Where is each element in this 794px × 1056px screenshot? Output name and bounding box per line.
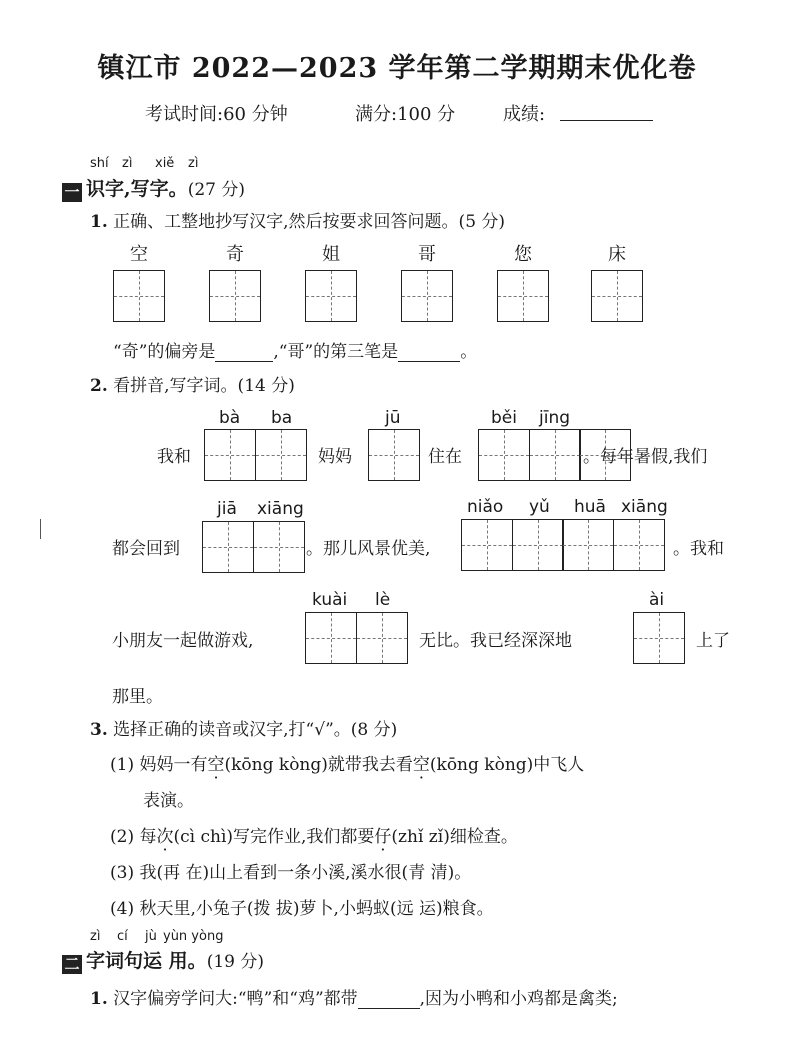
- score-blank[interactable]: [560, 120, 653, 121]
- pinyin-jing: jīng: [539, 408, 571, 428]
- char-label: 姐: [322, 244, 340, 265]
- pinyin-jia: jiā: [217, 499, 237, 519]
- writing-grid-box[interactable]: [497, 270, 549, 322]
- page-title: 镇江市 2022—2023 学年第二学期期末优化卷: [97, 53, 697, 84]
- sec2-pinyin-3: jù: [145, 929, 157, 944]
- sentence-text: 。每年暑假,我们: [583, 447, 708, 467]
- q3-item-3: (3) 我(再 在)山上看到一条小溪,溪水很(青 清)。: [110, 863, 472, 883]
- sentence-text: 都会回到: [112, 539, 180, 559]
- answer-grid-kuaile[interactable]: [305, 612, 406, 664]
- question-2: 2. 看拼音,写字词。(14 分): [90, 376, 295, 396]
- pinyin-le: lè: [375, 590, 391, 610]
- pinyin-yu: yǔ: [529, 497, 550, 517]
- pinyin-ai: ài: [649, 590, 665, 610]
- section-number-icon: 二: [62, 955, 82, 974]
- sentence-text: 无比。我已经深深地: [419, 631, 572, 651]
- score-label: 成绩:: [503, 104, 546, 125]
- writing-grid-box[interactable]: [401, 270, 453, 322]
- q3-item-1-cont: 表演。: [143, 791, 194, 811]
- sentence-text: 上了: [696, 631, 730, 651]
- pinyin-hua: huā: [574, 497, 606, 517]
- exam-time: 考试时间:60 分钟: [145, 104, 288, 125]
- answer-blank[interactable]: [215, 361, 273, 362]
- char-label: 空: [130, 244, 148, 265]
- pinyin-ju: jū: [385, 408, 401, 428]
- question-1: 1. 正确、工整地抄写汉字,然后按要求回答问题。(5 分): [90, 212, 506, 232]
- sec1-pinyin-2: zì: [122, 156, 133, 171]
- writing-grid-box[interactable]: [113, 270, 165, 322]
- answer-grid-ju[interactable]: [368, 429, 419, 481]
- writing-grid-box[interactable]: [209, 270, 261, 322]
- sentence-text: 妈妈: [318, 447, 352, 467]
- pinyin-ba2: ba: [271, 408, 293, 428]
- sentence-text: 我和: [157, 447, 191, 467]
- char-label: 您: [514, 244, 532, 265]
- pinyin-kuai: kuài: [312, 590, 348, 610]
- answer-grid-niaoyuhuaxiang[interactable]: [461, 519, 663, 571]
- sentence-text: 小朋友一起做游戏,: [112, 631, 254, 651]
- sentence-text: 。那儿风景优美,: [306, 539, 431, 559]
- pinyin-niao: niǎo: [467, 497, 504, 517]
- char-label: 床: [608, 244, 626, 265]
- sentence-text: 那里。: [112, 687, 163, 707]
- section-number-icon: 一: [62, 183, 82, 202]
- section2-heading: 二 字词句运 用。(19 分): [62, 946, 264, 974]
- full-score: 满分:100 分: [355, 104, 456, 125]
- section1-heading: 一 识字,写字。(27 分): [62, 174, 245, 202]
- answer-blank[interactable]: [398, 361, 460, 362]
- question-3: 3. 选择正确的读音或汉字,打“√”。(8 分): [90, 720, 398, 740]
- q3-item-4: (4) 秋天里,小兔子(拨 拔)萝卜,小蚂蚁(远 运)粮食。: [110, 899, 494, 919]
- q1-fill-line: “奇”的偏旁是 ,“哥”的第三笔是 。: [113, 342, 478, 362]
- sec2-question-1: 1. 汉字偏旁学问大:“鸭”和“鸡”都带 ,因为小鸭和小鸡都是禽类;: [90, 989, 618, 1009]
- answer-grid-jiaxiang[interactable]: [202, 521, 303, 573]
- q3-item-1: (1) 妈妈一有空(kōng kòng)就带我去看空(kōng kòng)中飞人: [110, 755, 585, 775]
- answer-blank[interactable]: [358, 1008, 420, 1009]
- answer-grid-baba[interactable]: [204, 429, 305, 481]
- pinyin-xiang: xiāng: [257, 499, 304, 519]
- margin-mark: [40, 519, 41, 539]
- sentence-text: 住在: [428, 447, 462, 467]
- pinyin-bei: běi: [491, 408, 517, 428]
- sentence-text: 。我和: [673, 539, 724, 559]
- sec1-pinyin-4: zì: [188, 156, 199, 171]
- sec1-pinyin-3: xiě: [155, 156, 175, 171]
- char-label: 奇: [226, 244, 244, 265]
- writing-grid-box[interactable]: [591, 270, 643, 322]
- sec2-pinyin-2: cí: [117, 929, 128, 944]
- pinyin-ba: bà: [219, 408, 241, 428]
- answer-grid-ai[interactable]: [633, 612, 684, 664]
- sec2-pinyin-4: yùn yòng: [163, 929, 224, 944]
- sec1-pinyin-1: shí: [90, 156, 109, 171]
- pinyin-xiang2: xiāng: [621, 497, 668, 517]
- q3-item-2: (2) 每次(cì chì)写完作业,我们都要仔(zhǐ zǐ)细检查。: [110, 827, 518, 847]
- char-label: 哥: [418, 244, 436, 265]
- writing-grid-box[interactable]: [305, 270, 357, 322]
- sec2-pinyin-1: zì: [90, 929, 101, 944]
